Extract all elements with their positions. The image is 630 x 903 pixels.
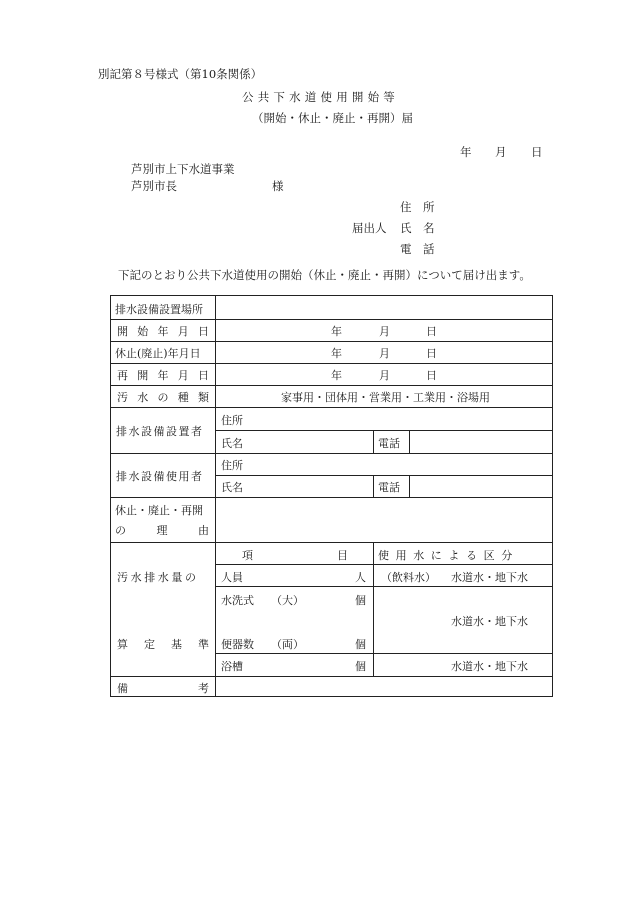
addressee-title: 芦別市長 <box>131 179 177 193</box>
toilet-source-options: 水道水・地下水 <box>451 615 528 628</box>
form-number: 別記第８号様式（第10条関係） <box>98 67 263 81</box>
user-label: 排水設備使用者 <box>116 470 204 483</box>
user-phone-label: 電話 <box>378 481 400 494</box>
suspend-day: 日 <box>426 347 437 360</box>
bath-label: 浴槽 <box>221 660 243 673</box>
item-header-b: 目 <box>337 549 348 562</box>
start-day: 日 <box>426 325 437 338</box>
installer-address-label: 住所 <box>221 414 243 427</box>
flush-size: （大） <box>271 594 304 607</box>
applicant-address-label: 住 所 <box>400 200 435 214</box>
installer-name-label: 氏名 <box>221 437 243 450</box>
addressee-org: 芦別市上下水道事業 <box>131 162 235 176</box>
persons-unit: 人 <box>355 571 366 584</box>
start-month: 月 <box>379 325 390 338</box>
application-table <box>110 295 553 697</box>
addressee-honorific: 様 <box>272 179 284 193</box>
installer-label: 排水設備設置者 <box>116 425 204 438</box>
flush-unit: 個 <box>355 594 366 607</box>
suspend-date-label: 休止(廃止)年月日 <box>115 347 201 360</box>
user-name-label: 氏名 <box>221 481 243 494</box>
remarks-label: 備 考 <box>117 682 209 695</box>
persons-source-options: 水道水・地下水 <box>451 571 528 584</box>
persons-label: 人員 <box>221 571 243 584</box>
date-day-label: 日 <box>531 145 543 159</box>
suspend-year: 年 <box>331 347 342 360</box>
suspend-month: 月 <box>379 347 390 360</box>
reason-label-line2: の 理 由 <box>115 524 209 537</box>
location-label: 排水設備設置場所 <box>115 303 203 316</box>
urinal-unit: 個 <box>355 638 366 651</box>
item-header-a: 項 <box>242 549 253 562</box>
resume-date-label: 再 開 年 月 日 <box>117 369 209 382</box>
volume-label-line2: 算 定 基 準 <box>117 638 209 651</box>
date-year-label: 年 <box>460 145 472 159</box>
wastewater-type-options: 家事用・団体用・営業用・工業用・浴場用 <box>281 391 490 404</box>
date-month-label: 月 <box>495 145 507 159</box>
volume-label-line1: 汚水排水量の <box>117 571 199 584</box>
reason-label-line1: 休止・廃止・再開 <box>115 504 203 517</box>
water-source-header: 使用水による区分 <box>378 549 519 562</box>
form-subtitle: （開始・休止・廃止・再開）届 <box>252 111 413 125</box>
urinal-size: （両） <box>271 638 304 651</box>
applicant-label: 届出人 <box>352 221 387 235</box>
drinking-water-label: （飲料水） <box>381 571 436 584</box>
resume-day: 日 <box>426 369 437 382</box>
resume-month: 月 <box>379 369 390 382</box>
urinal-label: 便器数 <box>221 638 254 651</box>
installer-phone-label: 電話 <box>378 437 400 450</box>
form-title: 公共下水道使用開始等 <box>242 90 399 104</box>
wastewater-type-label: 汚 水 の 種 類 <box>117 391 209 404</box>
user-address-label: 住所 <box>221 459 243 472</box>
start-date-label: 開 始 年 月 日 <box>117 325 209 338</box>
start-year: 年 <box>331 325 342 338</box>
bath-unit: 個 <box>355 660 366 673</box>
bath-source-options: 水道水・地下水 <box>451 660 528 673</box>
resume-year: 年 <box>331 369 342 382</box>
applicant-name-label: 氏 名 <box>400 221 435 235</box>
intro-sentence: 下記のとおり公共下水道使用の開始（休止・廃止・再開）について届け出ます。 <box>118 268 531 282</box>
location-value[interactable] <box>216 297 552 319</box>
flush-label: 水洗式 <box>221 594 254 607</box>
applicant-phone-label: 電 話 <box>400 242 435 256</box>
